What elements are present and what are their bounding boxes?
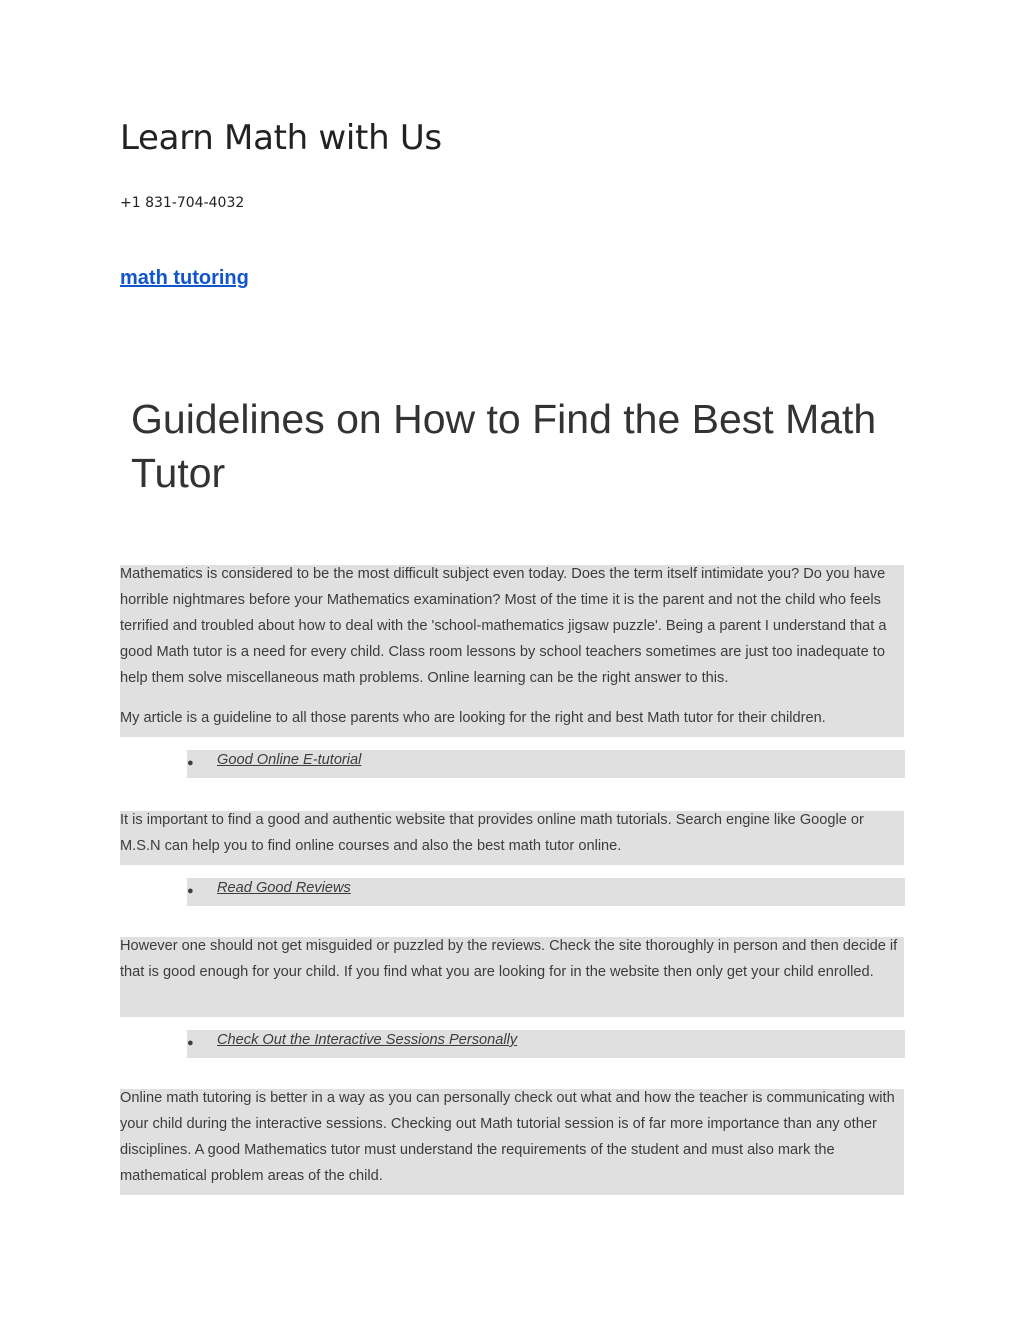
intro-block (120, 565, 904, 737)
bullet-item-read-reviews (187, 878, 905, 906)
bullet-item-online-etutorial (187, 750, 905, 778)
section-text-1: It is important to find a good and authentic website that provides online math tutorials. Search engine like Google or M.S.N can help you to find online courses and also the best math tutor online. (120, 812, 864, 854)
section-paragraph-3 (120, 1089, 904, 1195)
intro-paragraph-2: My article is a guideline to all those parents who are looking for the right and best Math tutor for their children. (120, 710, 826, 726)
site-title: Learn Math with Us (120, 118, 442, 158)
section-paragraph-1 (120, 811, 904, 865)
bullet-link-online-etutorial[interactable]: Good Online E-tutorial (217, 752, 362, 768)
bullet-icon: ● (187, 1037, 194, 1049)
section-text-2: However one should not get misguided or puzzled by the reviews. Check the site thoroughly in person and then decide if that is good enough for your child. If you find what you are looking for in the website then only get your child enrolled. (120, 938, 898, 980)
bullet-link-interactive-sessions[interactable]: Check Out the Interactive Sessions Personally (217, 1032, 518, 1048)
bullet-icon: ● (187, 757, 194, 769)
intro-paragraph: Mathematics is considered to be the most difficult subject even today. Does the term itself intimidate you? Do you have horrible nightmares before your Mathematics examination? Most of the time it is the parent and not the child who feels terrified and troubled about how to deal with the 'school-mathematics jigsaw puzzle'. Being a parent I understand that a good Math tutor is a need for every child. Class room lessons by school teachers sometimes are just too inadequate to help them solve miscellaneous math problems. Online learning can be the right answer to this. (120, 566, 887, 686)
section-text-3: Online math tutoring is better in a way as you can personally check out what and how the teacher is communicating with your child during the interactive sessions. Checking out Math tutorial session is of far more importance than any other disciplines. A good Mathematics tutor must understand the requirements of the student and must also mark the mathematical problem areas of the child. (120, 1090, 895, 1184)
bullet-link-read-reviews[interactable]: Read Good Reviews (217, 880, 351, 896)
bullet-icon: ● (187, 885, 194, 897)
bullet-item-interactive-sessions (187, 1030, 905, 1058)
section-paragraph-2 (120, 937, 904, 1017)
math-tutoring-link[interactable]: math tutoring (120, 267, 249, 289)
phone-number: +1 831-704-4032 (120, 195, 245, 211)
article-title: Guidelines on How to Find the Best Math Tutor (131, 396, 877, 496)
